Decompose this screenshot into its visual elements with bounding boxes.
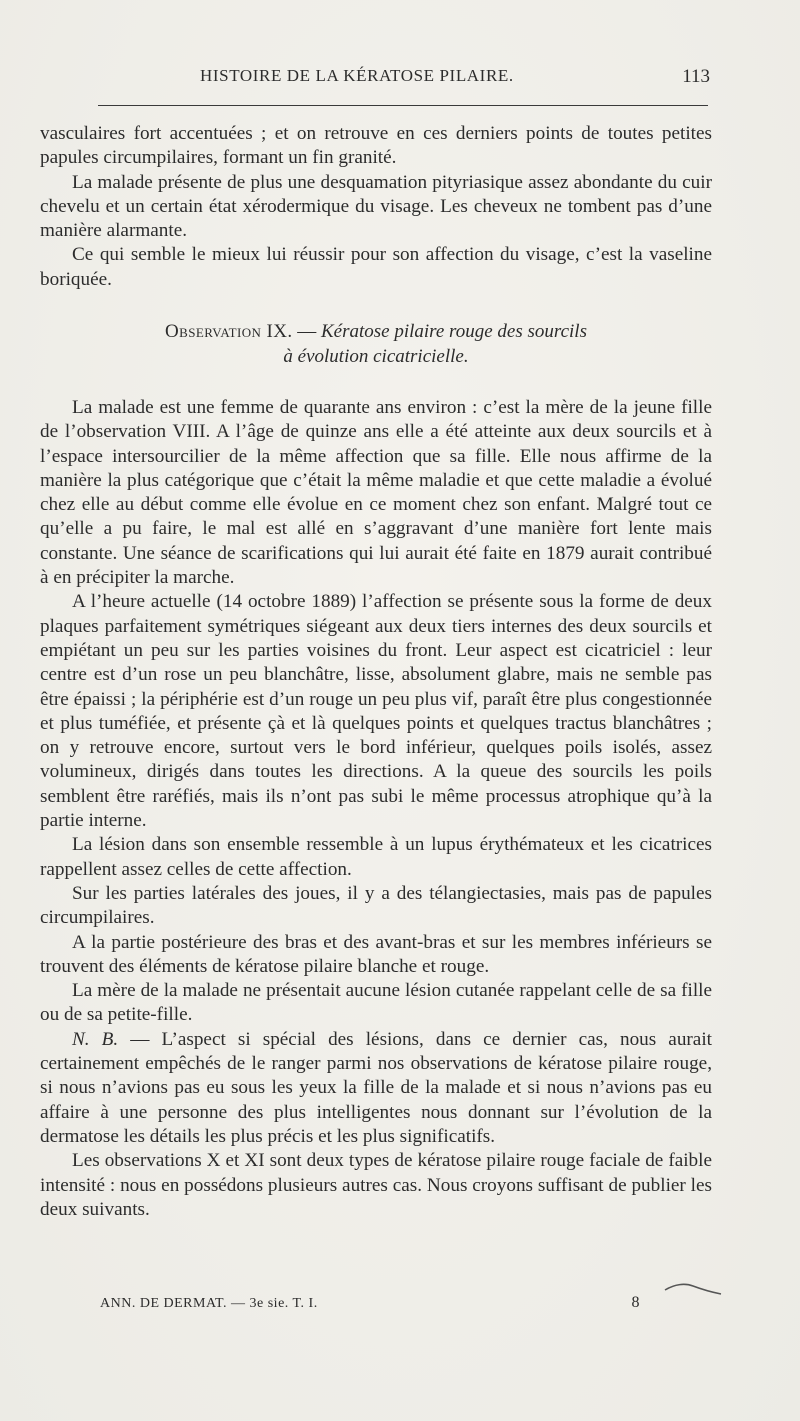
running-title: HISTOIRE DE LA KÉRATOSE PILAIRE. <box>200 66 514 85</box>
closing-paragraph: Les observations X et XI sont deux types de kératose pilaire rouge faciale de faible intensité : nous en possédons plusieurs autres cas. Nous croyons suffisant de publier les deux suivants. <box>40 1150 712 1220</box>
footer <box>100 1296 640 1318</box>
header-rule <box>98 105 708 106</box>
main-paragraph-2: A l’heure actuelle (14 octobre 1889) l’affection se présente sous la forme de deux plaques parfaitement symétriques siégeant aux deux tiers internes des deux sourcils et empiétant un peu sur les parties voisines du front. Leur aspect est cicatriciel : leur centre est d’un rose un peu blanchâtre, lisse, absolument glabre, mais ne semble pas être épaissi ; la périphérie est d’un rouge un peu plus vif, paraît être plus congestionnée et plus tuméfiée, et présente çà et là quelques points et quelques tractus blanchâtres ; on y retrouve encore, surtout vers le bord inférieur, quelques poils isolés, assez volumineux, dirigés dans toutes les directions. A la queue des sourcils les poils semblent être raréfiés, mais ils n’ont pas subi le même processus atrophique qu’à la partie interne. <box>40 591 712 832</box>
running-head <box>100 66 710 90</box>
main-paragraph-5: A la partie postérieure des bras et des avant-bras et sur les membres inférieurs se trouvent des éléments de kératose pilaire blanche et rouge. <box>40 931 712 977</box>
main-paragraph-6: La mère de la malade ne présentait aucune lésion cutanée rappelant celle de sa fille ou de sa petite-fille. <box>40 980 712 1026</box>
nota-bene-label: N. B. <box>72 1028 119 1050</box>
nota-bene-paragraph <box>40 1028 712 1149</box>
footer-journal-ref: ANN. DE DERMAT. — 3e sie. T. I. <box>100 1296 318 1311</box>
observation-heading <box>40 319 712 369</box>
main-paragraph-4: Sur les parties latérales des joues, il y a des télangiectasies, mais pas de papules circumpilaires. <box>40 882 712 929</box>
main-paragraph-1: La malade est une femme de quarante ans environ : c’est la mère de la jeune fille de l’observation VIII. A l’âge de quinze ans elle a été atteinte aux deux sourcils et à l’espace intersourcilier de la même affection que sa fille. Elle nous affirme de la manière la plus catégorique que c’était la même maladie et que cette maladie a évolué chez elle au début comme elle évolue en ce moment chez son enfant. Malgré tout ce qu’elle a pu faire, le mal est allé en s’aggravant d’une manière fort lente mais constante. Une séance de scarifications qui lui aurait été faite en 1879 aurait contribué à en précipiter la marche. <box>40 397 712 589</box>
nota-bene-text: — L’aspect si spécial des lésions, dans ce dernier cas, nous aurait certainement empêchés de le ranger parmi nos observations de kératose pilaire rouge, si nous n’avions pas eu sous les yeux la fille de la malade et si nous n’avions pas eu affaire à une personne des plus intelligentes nous donnant sur l’évolution de la dermatose les détails les plus précis et les plus significatifs. <box>40 1028 712 1147</box>
observation-text <box>40 396 712 1222</box>
intro-paragraph-2: La malade présente de plus une desquamation pityriasique assez abondante du cuir chevelu et un certain état xérodermique du visage. Les cheveux ne tombent pas d’une manière alarmante. <box>40 171 712 242</box>
observation-dash: — <box>292 321 321 342</box>
main-paragraph-3: La lésion dans son ensemble ressemble à un lupus érythémateux et les cicatrices rappellent assez celles de cette affection. <box>40 834 712 880</box>
observation-label: Observation IX. <box>165 321 293 342</box>
observation-title-line2: à évolution cicatricielle. <box>283 346 469 367</box>
page-number: 113 <box>682 66 710 87</box>
footer-signature-mark: 8 <box>631 1294 640 1311</box>
intro-paragraph-1: vasculaires fort accentuées ; et on retrouve en ces derniers points de toutes petites papules circumpilaires, formant un fin granité. <box>40 123 712 169</box>
intro-paragraph-3: Ce qui semble le mieux lui réussir pour son affection du visage, c’est la vaseline boriquée. <box>40 244 712 290</box>
pen-mark-icon <box>663 1278 723 1298</box>
intro-text <box>40 122 712 292</box>
observation-title-line1: Kératose pilaire rouge des sourcils <box>320 321 587 342</box>
